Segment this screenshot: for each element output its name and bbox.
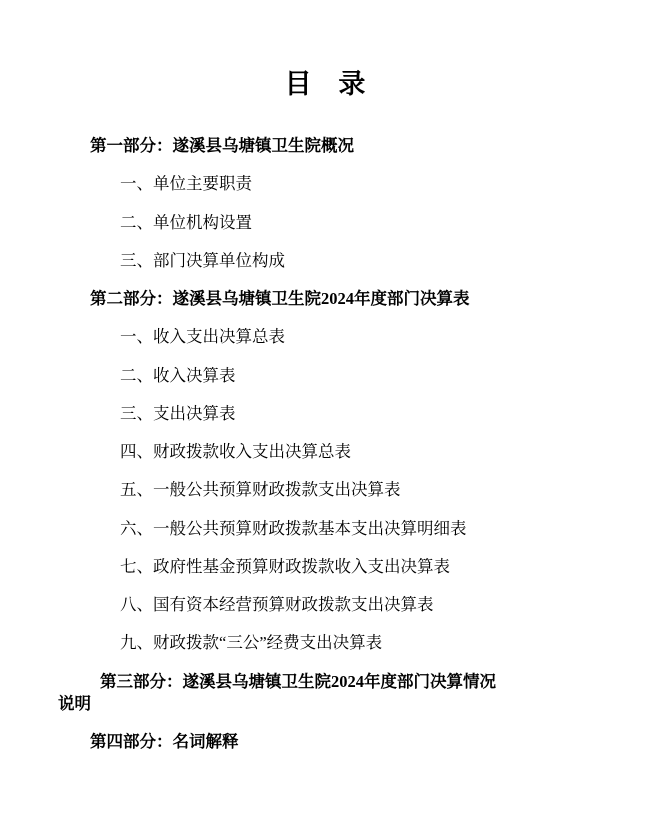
toc-entry-part2-item7[interactable]: 七、政府性基金预算财政拨款收入支出决算表 [120,556,450,576]
toc-entry-part-3[interactable] [58,671,602,716]
toc-entry-part-3-line2: 说明 [58,693,91,713]
toc-entry-part1-item3[interactable]: 三、部门决算单位构成 [120,250,285,270]
toc-entry-part2-item1[interactable]: 一、收入支出决算总表 [120,327,285,347]
toc-entry-part-2[interactable]: 第二部分：遂溪县乌塘镇卫生院2024年度部门决算表 [90,289,470,309]
table-of-contents [58,135,602,754]
toc-entry-part2-item5[interactable]: 五、一般公共预算财政拨款支出决算表 [120,480,401,500]
toc-entry-part-3-line1: 第三部分：遂溪县乌塘镇卫生院2024年度部门决算情况 [100,671,496,691]
toc-entry-part1-item1[interactable]: 一、单位主要职责 [120,174,252,194]
toc-entry-part2-item3[interactable]: 三、支出决算表 [120,403,236,423]
toc-entry-part2-item8[interactable]: 八、国有资本经营预算财政拨款支出决算表 [120,595,434,615]
toc-entry-part-1[interactable]: 第一部分：遂溪县乌塘镇卫生院概况 [90,136,354,155]
toc-entry-part2-item6[interactable]: 六、一般公共预算财政拨款基本支出决算明细表 [120,518,467,538]
toc-entry-part2-item9[interactable]: 九、财政拨款“三公”经费支出决算表 [120,633,383,653]
toc-entry-part2-item4[interactable]: 四、财政拨款收入支出决算总表 [120,442,351,462]
toc-entry-part1-item2[interactable]: 二、单位机构设置 [120,212,252,232]
page-title: 目 录 [284,69,376,99]
toc-entry-part-4[interactable]: 第四部分：名词解释 [90,732,239,752]
toc-entry-part2-item2[interactable]: 二、收入决算表 [120,365,236,385]
